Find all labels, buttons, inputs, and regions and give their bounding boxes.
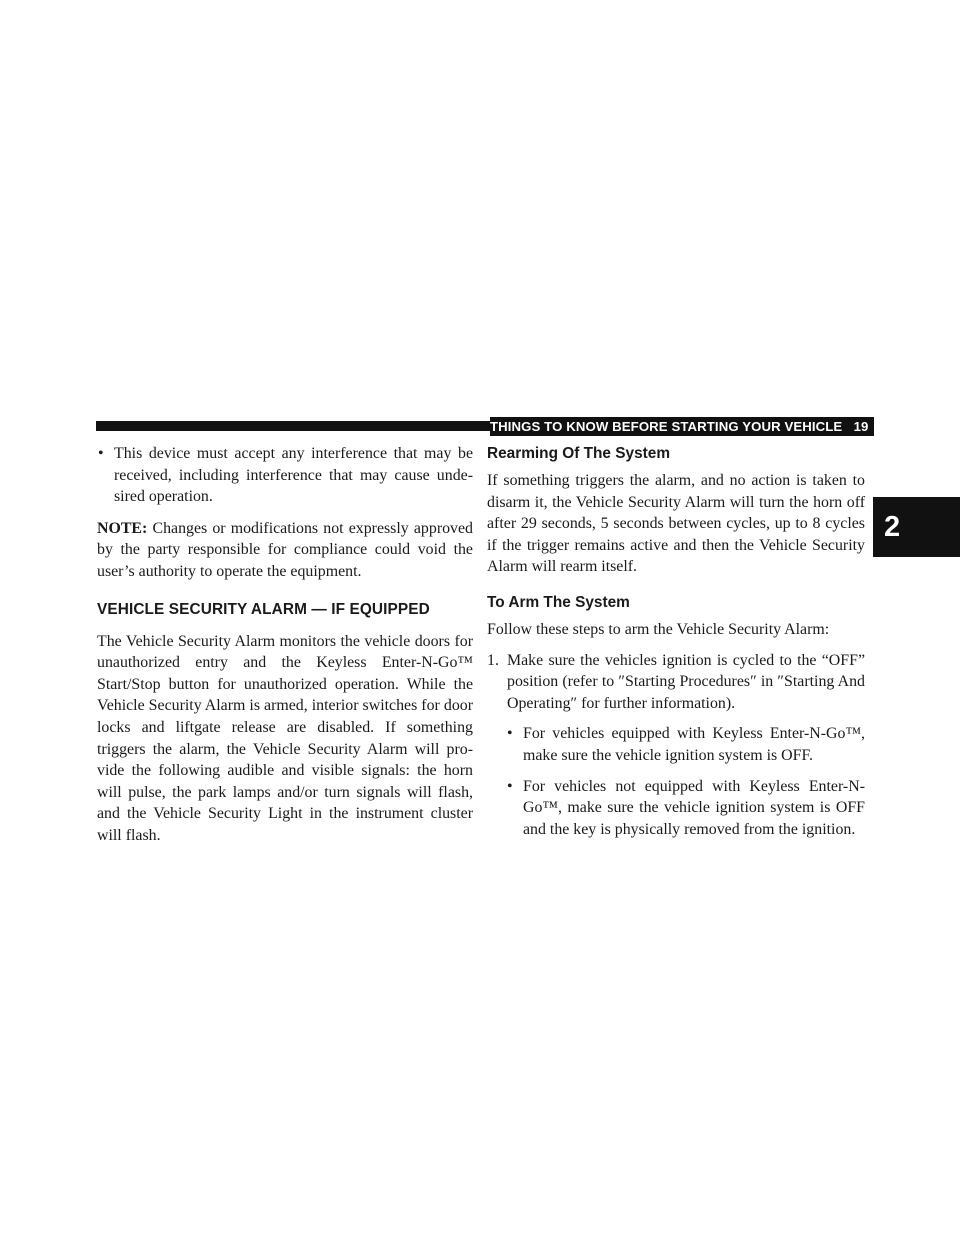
note-label: NOTE: [97, 519, 148, 537]
running-header [490, 417, 874, 436]
note-paragraph [97, 518, 473, 583]
note-text: Changes or modifications not expressly approved by the party responsible for compliance could void the user’s authority to operate the equipment. [97, 519, 473, 580]
step-text: Make sure the vehicles ignition is cycled to the “OFF” position (refer to ″Starting Procedures″ in ″Starting And Operating″ for further information). [507, 651, 865, 712]
bullet-icon: • [507, 725, 513, 743]
sub-bullet-text: For vehicles equipped with Keyless Enter-N-Go™, make sure the vehicle ignition system is OFF. [523, 725, 865, 764]
section-heading: VEHICLE SECURITY ALARM — IF EQUIPPED [97, 600, 430, 618]
numbered-step [487, 650, 865, 715]
chapter-tab: 2 [873, 497, 960, 557]
bullet-icon: • [98, 445, 104, 462]
bullet-icon: • [507, 777, 513, 795]
section-title: THINGS TO KNOW BEFORE STARTING YOUR VEHICLE [490, 419, 843, 434]
sub-bullet-text: For vehicles not equipped with Keyless Enter-N-Go™, make sure the vehicle ignition system is OFF and the key is physically removed from the ignition. [523, 777, 865, 838]
rearming-paragraph: If something triggers the alarm, and no action is taken to disarm it, the Vehicle Security Alarm will turn the horn off after 29 seconds, 5 seconds between cycles, up to 8 cycles if the trigger remains active and then the Vehicle Security Alarm will rearm itself. [487, 472, 865, 576]
list-item [487, 723, 865, 766]
bullet-text: This device must accept any interference that may be received, including interference that may cause unde-sired operation. [114, 445, 473, 506]
header-rule [96, 421, 490, 431]
arm-intro: Follow these steps to arm the Vehicle Security Alarm: [487, 620, 830, 638]
arm-heading: To Arm The System [487, 593, 630, 611]
list-item [97, 443, 473, 508]
page-number: 19 [853, 419, 869, 434]
step-number: 1. [487, 651, 499, 669]
list-item [487, 776, 865, 841]
rearming-heading: Rearming Of The System [487, 445, 671, 462]
right-column [487, 443, 865, 840]
alarm-description: The Vehicle Security Alarm monitors the vehicle doors for unauthorized entry and the Keyless Enter-N-Go™ Start/Stop button for unauthorized operation. While the Vehicle Security Alarm is armed, interior switches for door locks and liftgate release are disabled. If something triggers the alarm, the Vehicle Security Alarm will pro-vide the following audible and visible signals: the horn will pulse, the park lamps and/or turn signals will flash, and the Vehicle Security Light in the instrument cluster will flash. [97, 632, 473, 844]
left-column [97, 443, 473, 847]
